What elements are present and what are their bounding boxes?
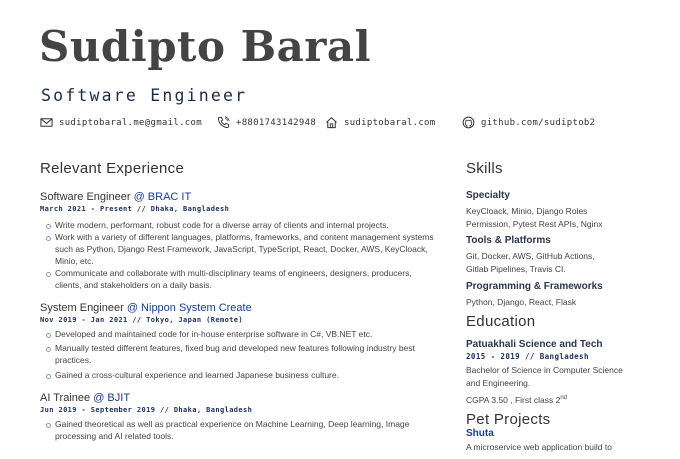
cgpa [466,392,671,407]
job-title: Software Engineer [41,86,248,105]
github-icon [462,116,475,129]
phone-contact[interactable] [217,116,316,129]
programming-heading: Programming & Frameworks [466,281,603,292]
job-bullet: Gained a cross-cultural experience and learned Japanese business culture. [40,369,440,381]
sidebar-section [466,160,671,454]
job-dates: Nov 2019 - Jan 2021 // Tokyo, Japan (Remote) [40,316,244,324]
job-bullet: Gained theoretical as well as practical experience on Machine Learning, Deep learning, Image processing and AI related tools. [40,418,440,442]
job-entry [40,391,440,442]
job-company: @ BRAC IT [133,191,192,203]
job-bullet: Write modern, performant, robust code for a diverse array of clients and internal projects. [40,219,440,231]
job-bullet: Manually tested different features, fixed bug and developed new features following industry best practices. [40,342,440,366]
job-bullet: Communicate and collaborate with multi-disciplinary teams of engineers, designers, producers, clients, and stakeholders on a daily basis. [40,267,440,291]
job-dates: Jun 2019 - September 2019 // Dhaka, Bangladesh [40,406,253,414]
project-description: A microservice web application build to [466,441,612,452]
job-company: @ BJIT [93,392,131,404]
job-bullets [40,418,440,442]
candidate-name: Sudipto Baral [39,22,372,71]
specialty-line: KeyCloack, Minio, Django Roles [466,206,588,216]
job-bullet: Work with a variety of different languages, platforms, frameworks, and content management systems such as Python, Django Rest Framework, JavaScript, TypeScript, React, Docker, AWS, KeyCloack, Minio, etc. [40,231,440,267]
job-role: System Engineer [40,302,124,314]
projects-heading: Pet Projects [466,410,551,428]
home-icon [325,116,338,129]
project-name: Shuta [466,427,494,439]
email-text: sudiptobaral.me@gmail.com [59,117,202,128]
email-contact[interactable] [40,116,202,129]
education-dates: 2015 - 2019 // Bangladesh [466,352,589,361]
tools-heading: Tools & Platforms [466,235,551,246]
tools-line: Gitlab Pipelines, Travis CI. [466,264,566,274]
experience-section [40,160,440,442]
degree-line: Bachelor of Science in Computer Science [466,365,623,375]
github-text: github.com/sudiptob2 [481,117,596,128]
degree-line: and Engineering. [466,378,531,388]
phone-icon [217,116,230,129]
job-bullet: Developed and maintained code for in-house enterprise software in C#, VB.NET etc. [40,328,440,340]
job-entry-title [40,301,440,315]
job-role: Software Engineer [40,191,131,203]
github-contact[interactable] [462,116,595,129]
job-entry-title [40,190,440,204]
job-entry [40,190,440,291]
website-contact[interactable] [325,116,436,129]
tools-line: Git, Docker, AWS, GitHub Actions, [466,251,595,261]
education-heading: Education [466,313,536,330]
specialty-heading: Specialty [466,190,510,201]
job-company: @ Nippon System Create [126,302,252,314]
job-bullets [40,219,440,291]
skills-heading: Skills [466,160,503,177]
job-dates: March 2021 - Present // Dhaka, Bangladesh [40,205,230,213]
job-entry-title [40,391,440,405]
programming-line: Python, Django, React, Flask [466,297,577,307]
job-role: AI Trainee [40,392,91,404]
phone-text: +8801743142948 [236,117,317,128]
job-entry [40,301,440,381]
cgpa-text: CGPA 3.50 , First class 2 [466,394,561,405]
experience-heading: Relevant Experience [40,160,185,177]
contact-bar [40,116,670,130]
envelope-icon [40,116,53,129]
specialty-line: Permission, Pytest Rest APIs, Nginx [466,219,603,229]
cgpa-sup: nd [560,395,568,401]
website-text: sudiptobaral.com [344,117,436,128]
job-bullets [40,328,440,381]
school-name: Patuakhali Science and Tech [466,339,603,350]
